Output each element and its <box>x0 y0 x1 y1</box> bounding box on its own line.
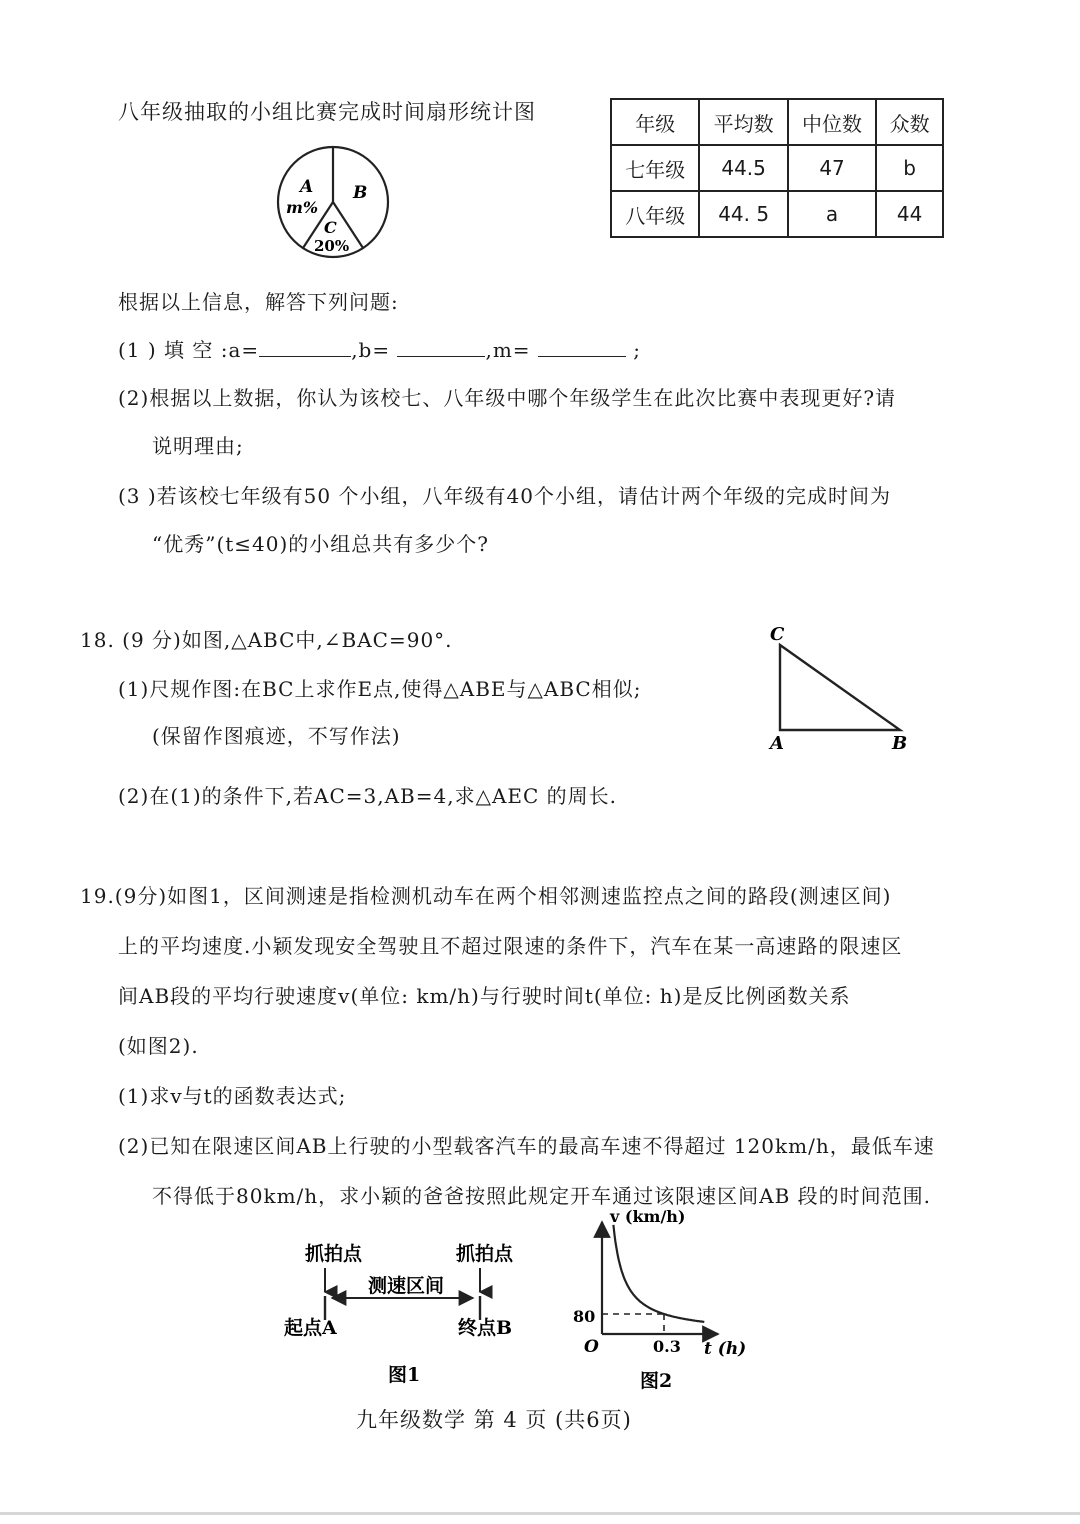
pie-label-b: B <box>353 183 368 203</box>
answer-blank-b[interactable] <box>397 340 485 357</box>
fig1-label-middle: 测速区间 <box>368 1275 445 1297</box>
pie-label-c: C <box>324 218 337 237</box>
table-header-row <box>611 99 943 145</box>
pie-chart <box>270 140 400 265</box>
y-axis-label: v (km/h) <box>610 1207 686 1226</box>
q17-part2-line1: (2)根据以上数据，你认为该校七、八年级中哪个年级学生在此次比赛中表现更好?请 <box>118 386 897 410</box>
table-header: 平均数 <box>699 99 787 145</box>
inverse-proportion-curve <box>613 1225 704 1322</box>
table-row <box>611 145 943 191</box>
fig1-label-left-bottom: 起点A <box>284 1317 337 1339</box>
triangle-abc <box>780 645 900 730</box>
table-header: 中位数 <box>788 99 876 145</box>
y-tick-label: 80 <box>573 1307 596 1326</box>
vertex-label-a: A <box>770 733 784 754</box>
q17-part3-line2: “优秀”(t≤40)的小组总共有多少个? <box>152 532 490 556</box>
fig2-caption: 图2 <box>640 1370 673 1392</box>
pie-label-c-pct: 20% <box>314 237 350 255</box>
triangle-figure <box>760 620 920 760</box>
table-cell: b <box>876 145 943 191</box>
origin-label: O <box>584 1337 599 1357</box>
stats-table <box>610 98 944 238</box>
q17-part1-b: ,b= <box>351 338 391 362</box>
vertex-label-b: B <box>892 733 908 754</box>
x-tick-label: 0.3 <box>653 1337 681 1356</box>
table-cell: 44. 5 <box>699 191 787 237</box>
fig1-label-right-top: 抓拍点 <box>456 1243 514 1265</box>
x-axis-label: t (h) <box>704 1339 747 1359</box>
pie-label-m: m% <box>286 198 319 217</box>
q17-intro: 根据以上信息，解答下列问题: <box>118 290 399 314</box>
scan-edge-line <box>0 1512 1080 1515</box>
q17-part1-end: ; <box>633 338 642 362</box>
figure-1 <box>280 1236 540 1396</box>
vertex-label-c: C <box>770 624 785 645</box>
figure-2-chart <box>568 1202 758 1398</box>
pie-chart-title: 八年级抽取的小组比赛完成时间扇形统计图 <box>118 100 536 124</box>
q18-heading: 18. (9 分)如图,△ABC中,∠BAC=90°. <box>80 628 453 652</box>
fig1-label-right-bottom: 终点B <box>458 1317 513 1339</box>
table-header: 年级 <box>611 99 699 145</box>
table-cell: 47 <box>788 145 876 191</box>
table-header: 众数 <box>876 99 943 145</box>
pie-label-a: A <box>300 177 314 197</box>
table-cell: 44.5 <box>699 145 787 191</box>
q18-part2: (2)在(1)的条件下,若AC=3,AB=4,求△AEC 的周长. <box>118 784 618 808</box>
answer-blank-m[interactable] <box>538 340 626 357</box>
fig1-label-left-top: 抓拍点 <box>305 1243 363 1265</box>
q17-part1-m: ,m= <box>485 338 531 362</box>
q17-part3-line1: (3 )若该校七年级有50 个小组，八年级有40个小组，请估计两个年级的完成时间为 <box>118 484 891 508</box>
page-footer: 九年级数学 第 4 页 (共6页) <box>356 1408 632 1432</box>
table-row <box>611 191 943 237</box>
q17-part1-prefix: (1 ) 填 空 :a= <box>118 338 260 362</box>
q19-line4: (如图2). <box>118 1034 199 1058</box>
q19-part2-line1: (2)已知在限速区间AB上行驶的小型载客汽车的最高车速不得超过 120km/h，最低车速 <box>118 1134 935 1158</box>
q19-part2-line2: 不得低于80km/h，求小颖的爸爸按照此规定开车通过该限速区间AB 段的时间范围. <box>152 1184 932 1208</box>
q18-part1: (1)尺规作图:在BC上求作E点,使得△ABE与△ABC相似; <box>118 677 642 701</box>
q19-line3: 间AB段的平均行驶速度v(单位: km/h)与行驶时间t(单位: h)是反比例函数关系 <box>118 984 851 1008</box>
q19-line1: 19.(9分)如图1，区间测速是指检测机动车在两个相邻测速监控点之间的路段(测速区间) <box>80 884 892 908</box>
answer-blank-a[interactable] <box>259 340 351 357</box>
fig1-caption: 图1 <box>388 1364 421 1386</box>
q17-part1 <box>118 334 641 363</box>
q18-part1-note: (保留作图痕迹，不写作法) <box>152 724 401 748</box>
table-cell: a <box>788 191 876 237</box>
q19-part1: (1)求v与t的函数表达式; <box>118 1084 347 1108</box>
q17-part2-line2: 说明理由; <box>152 434 244 458</box>
table-cell: 七年级 <box>611 145 699 191</box>
table-cell: 八年级 <box>611 191 699 237</box>
table-cell: 44 <box>876 191 943 237</box>
q19-line2: 上的平均速度.小颖发现安全驾驶且不超过限速的条件下，汽车在某一高速路的限速区 <box>118 934 903 958</box>
